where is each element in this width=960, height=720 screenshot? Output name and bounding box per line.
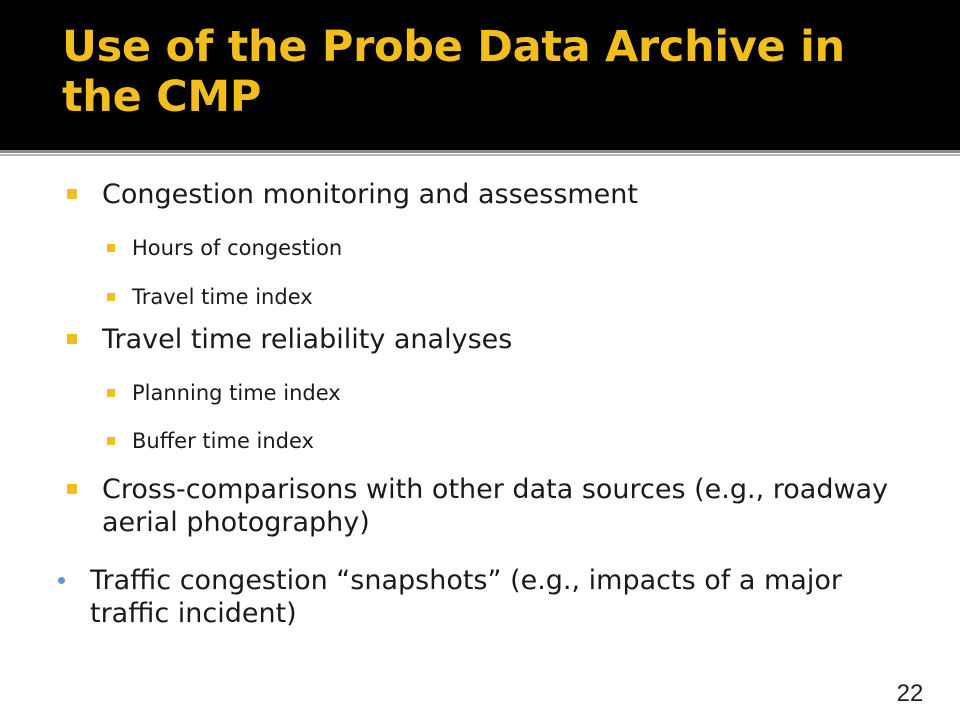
sub-bullet-item bbox=[132, 428, 892, 454]
title-bar bbox=[0, 0, 960, 150]
dot-bullet-icon bbox=[58, 577, 65, 584]
square-bullet-icon bbox=[107, 437, 115, 445]
sub-bullet-text: Hours of congestion bbox=[132, 236, 343, 260]
sub-bullet-text: Planning time index bbox=[132, 381, 341, 405]
title-divider-secondary bbox=[0, 154, 960, 156]
dot-bullet-text: Traffic congestion “snapshots” (e.g., impacts of a major traffic incident) bbox=[90, 565, 842, 629]
sub-bullet-item bbox=[132, 380, 892, 406]
title-divider bbox=[0, 150, 960, 153]
sub-bullet-text: Buffer time index bbox=[132, 429, 314, 453]
bullet-item bbox=[102, 178, 922, 211]
square-bullet-icon bbox=[67, 484, 77, 494]
dot-bullet-item bbox=[90, 564, 910, 630]
sub-bullet-text: Travel time index bbox=[132, 285, 313, 309]
sub-bullet-item bbox=[132, 235, 892, 261]
sub-bullet-item bbox=[132, 284, 892, 310]
square-bullet-icon bbox=[67, 189, 77, 199]
slide-title: Use of the Probe Data Archive in the CMP bbox=[62, 22, 845, 122]
square-bullet-icon bbox=[107, 244, 115, 252]
square-bullet-icon bbox=[107, 389, 115, 397]
square-bullet-icon bbox=[107, 293, 115, 301]
bullet-text: Cross-comparisons with other data sources (e.g., roadway aerial photography) bbox=[102, 474, 889, 538]
square-bullet-icon bbox=[67, 334, 77, 344]
bullet-item bbox=[102, 323, 922, 356]
bullet-text: Congestion monitoring and assessment bbox=[102, 179, 638, 210]
bullet-item bbox=[102, 473, 922, 539]
page-number: 22 bbox=[896, 680, 924, 707]
bullet-text: Travel time reliability analyses bbox=[102, 324, 513, 355]
